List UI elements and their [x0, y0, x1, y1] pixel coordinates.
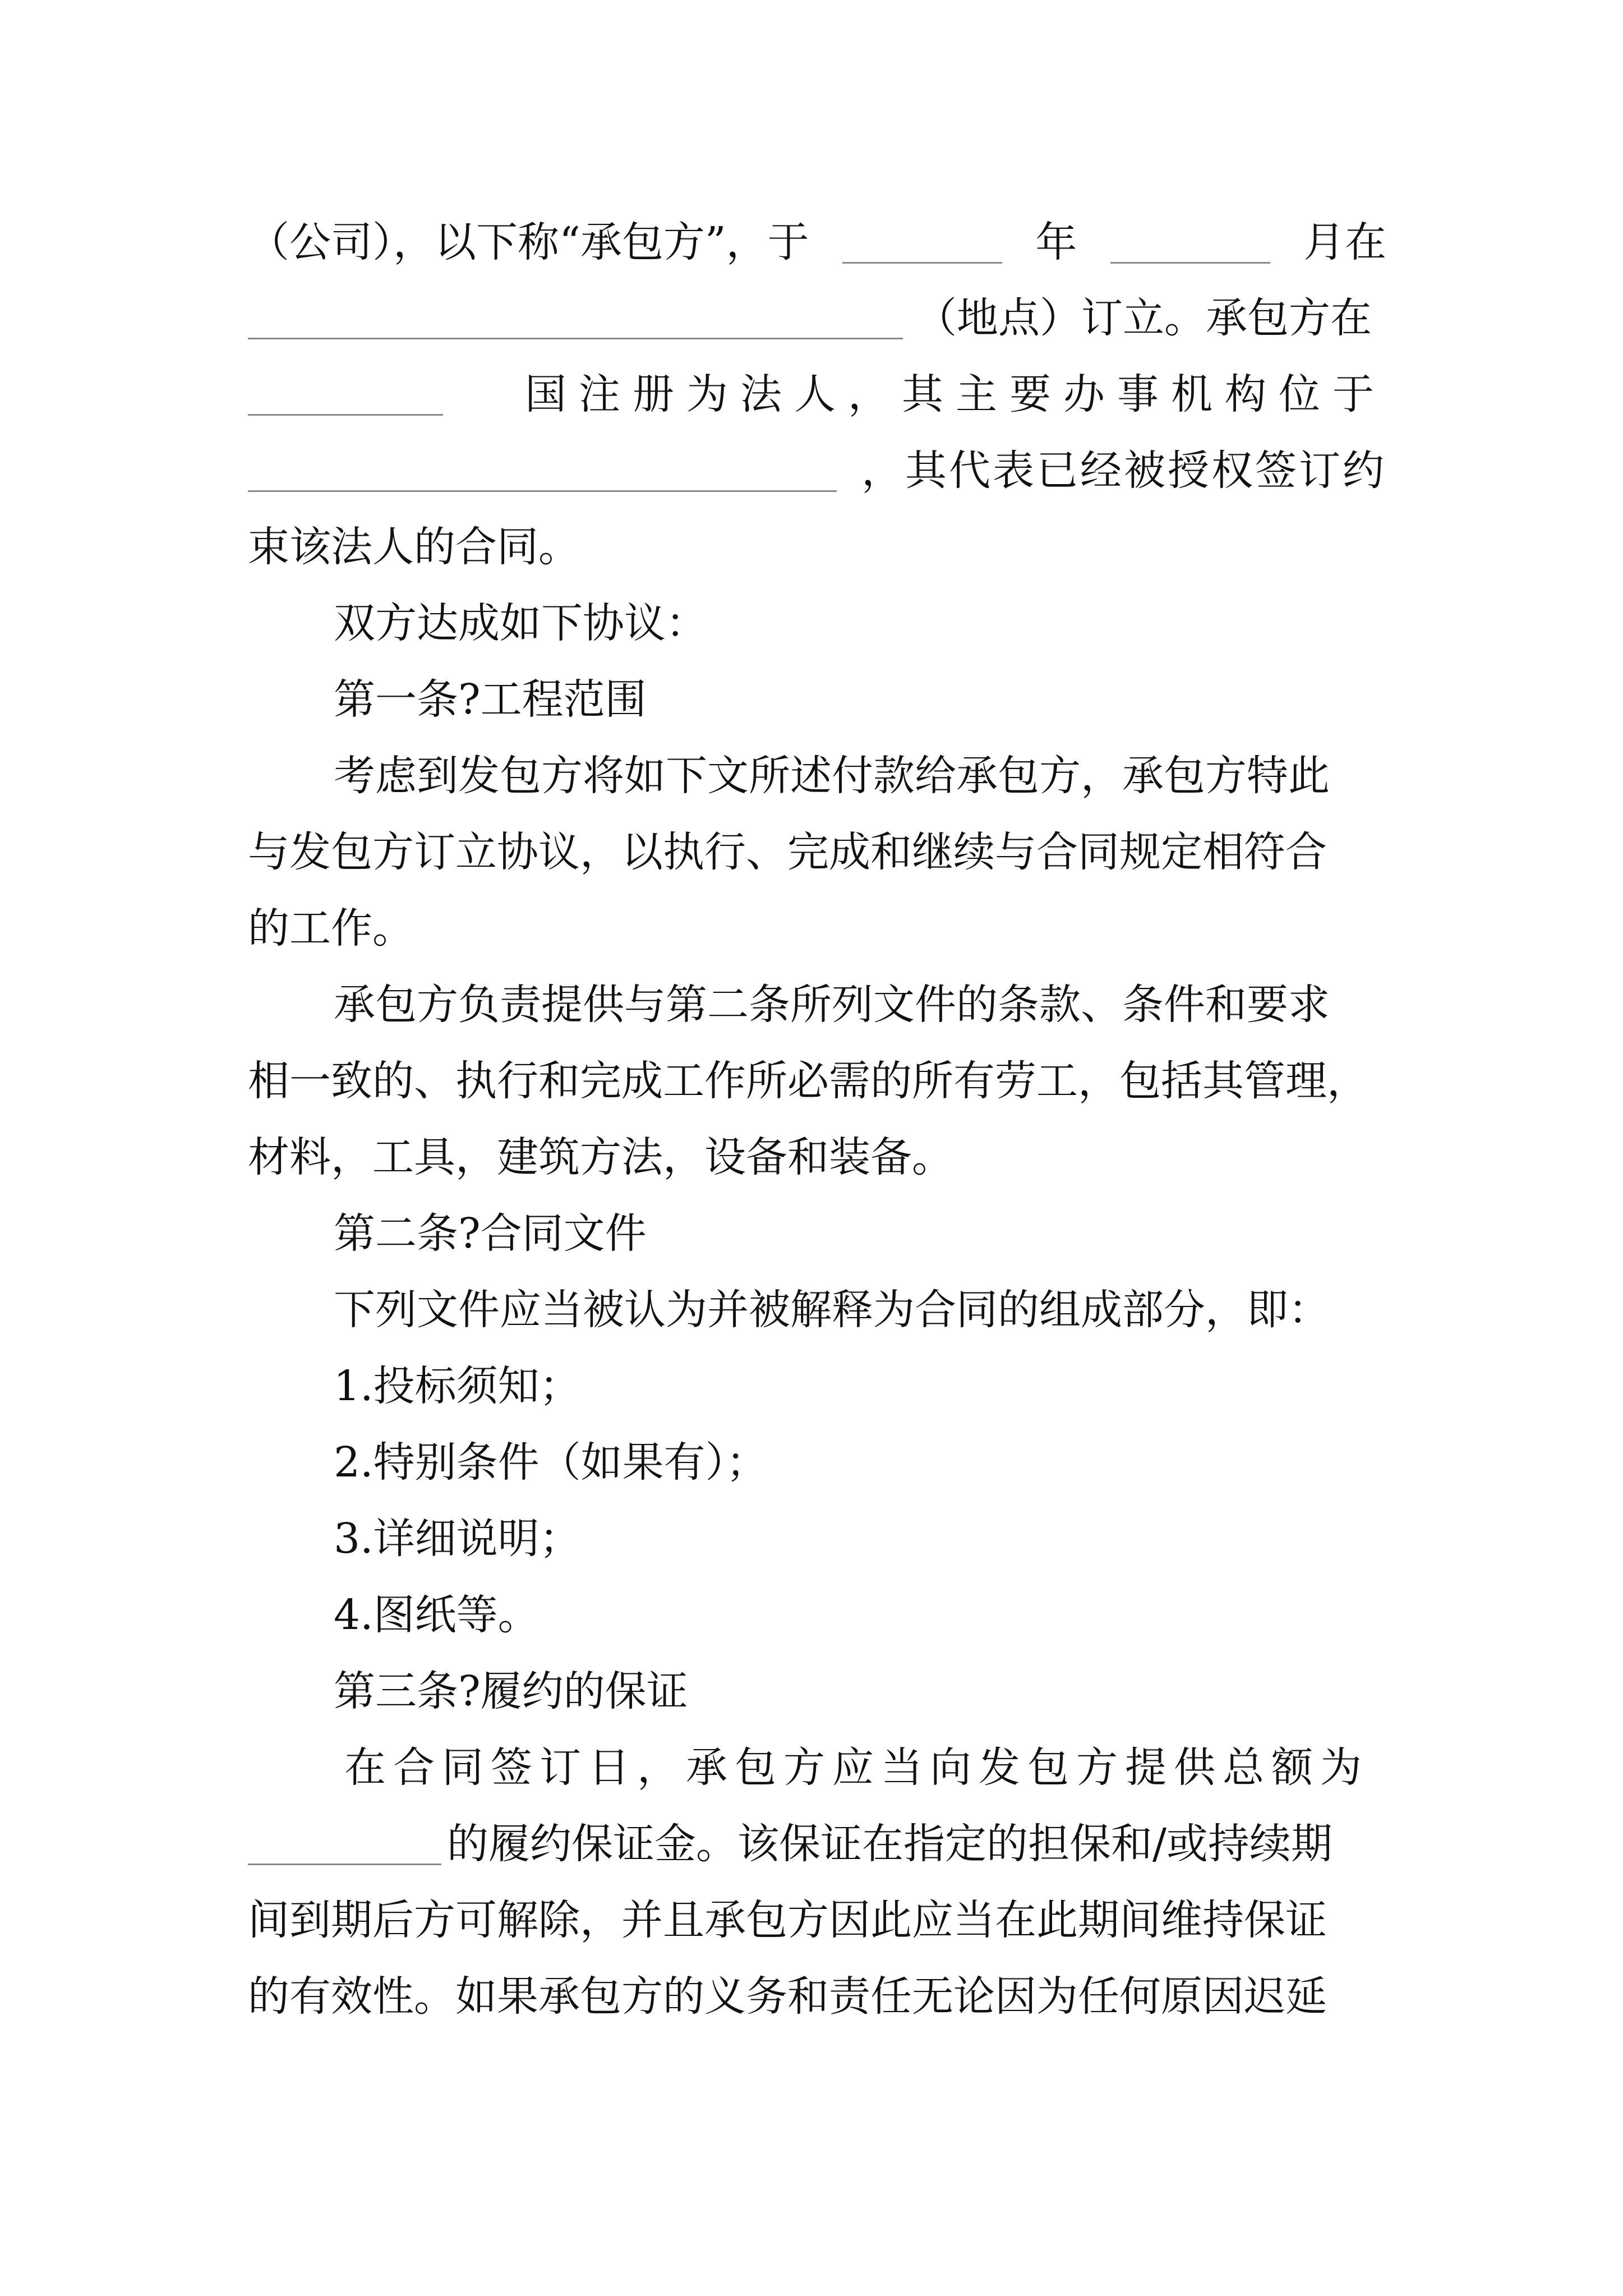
list-item [248, 1584, 1386, 1646]
text-segment: 的履约保证金。该保证在指定的担保和/或持续期 [447, 1820, 1332, 1868]
fill-in-blank-office-address[interactable] [248, 457, 837, 492]
text-segment: 年 [1035, 218, 1077, 266]
text-segment: 下列文件应当被认为并被解释为合同的组成部分，即： [334, 1286, 1330, 1334]
text-line [248, 1813, 1386, 1875]
text-segment: 承包方负责提供与第二条所列文件的条款、条件和要求 [334, 981, 1330, 1029]
text-line [248, 211, 1386, 273]
text-line [248, 1966, 1386, 2027]
text-segment: ，其代表已经被授权签订约 [861, 447, 1386, 495]
text-segment: 2.特别条件（如果有）； [334, 1438, 768, 1487]
text-line [248, 440, 1386, 501]
text-segment: 在合同签订日，承包方应当向发包方提供总额为 [344, 1743, 1369, 1792]
text-line [248, 1279, 1386, 1341]
text-line [248, 516, 1386, 578]
text-segment: 双方达成如下协议： [334, 599, 707, 647]
text-segment: 的有效性。如果承包方的义务和责任无论因为任何原因迟延 [248, 1972, 1327, 2021]
text-segment: 第三条?履约的保证 [334, 1667, 688, 1715]
text-segment: 的工作。 [248, 904, 414, 953]
list-item [248, 1432, 1386, 1493]
text-segment: 3.详细说明； [334, 1515, 581, 1563]
fill-in-blank-country[interactable] [248, 380, 443, 416]
text-line [248, 592, 1386, 654]
list-item [248, 1355, 1386, 1417]
fill-in-blank-month[interactable] [1110, 228, 1270, 264]
fill-in-blank-location[interactable] [248, 304, 903, 339]
text-line [248, 1126, 1386, 1188]
text-segment: 第二条?合同文件 [334, 1209, 647, 1258]
text-segment: 相一致的、执行和完成工作所必需的所有劳工，包括其管理， [248, 1057, 1368, 1105]
text-line [248, 364, 1386, 425]
list-item [248, 1508, 1386, 1570]
text-segment: 束该法人的合同。 [248, 523, 580, 571]
text-segment: 第一条?工程范围 [334, 675, 647, 724]
text-line [248, 821, 1386, 883]
section-heading [248, 1203, 1386, 1264]
fill-in-blank-year[interactable] [842, 228, 1002, 264]
text-segment: 4.图纸等。 [334, 1591, 540, 1639]
text-segment: 与发包方订立协议，以执行、完成和继续与合同规定相符合 [248, 828, 1327, 876]
text-line [248, 974, 1386, 1036]
text-line [248, 745, 1386, 807]
section-heading [248, 669, 1386, 730]
text-segment: 材料，工具，建筑方法，设备和装备。 [248, 1133, 953, 1181]
text-segment: 考虑到发包方将如下文所述付款给承包方，承包方特此 [334, 752, 1330, 800]
text-line [248, 1889, 1386, 1951]
text-segment: （地点）订立。承包方在 [915, 294, 1372, 342]
text-line [248, 1737, 1386, 1798]
text-segment: 1.投标须知； [334, 1362, 581, 1410]
text-segment: 间到期后方可解除，并且承包方因此应当在此期间维持保证 [248, 1896, 1327, 1944]
fill-in-blank-amount[interactable] [248, 1830, 441, 1865]
section-heading [248, 1660, 1386, 1722]
text-segment: 国注册为法人，其主要办事机构位于 [525, 370, 1386, 418]
text-line [248, 898, 1386, 959]
text-segment: （公司），以下称“承包方”，于 [248, 218, 809, 266]
text-line [248, 1050, 1386, 1112]
text-segment: 月在 [1303, 218, 1386, 266]
text-line [248, 287, 1386, 349]
